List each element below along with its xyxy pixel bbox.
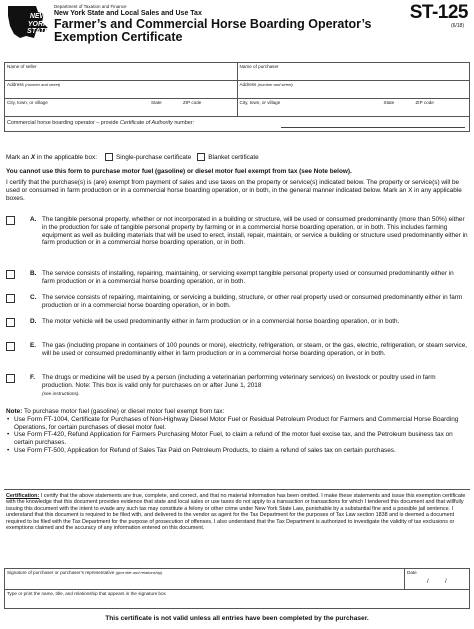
printed-name-row — [5, 590, 469, 608]
date-field[interactable] — [405, 569, 469, 589]
address-table — [4, 62, 470, 132]
form-subtitle: New York State and Local Sales and Use Tax — [54, 10, 202, 17]
purchaser-name-field[interactable] — [238, 63, 470, 80]
seller-address-label: Address — [7, 82, 24, 87]
purchaser-city-field[interactable] — [238, 99, 470, 116]
printed-name-label: Type or print the name, title, and relationship that appears in the signature box — [7, 591, 166, 596]
item-f-instructions: (see instructions). — [42, 391, 80, 397]
item-f-letter: F. — [30, 374, 35, 381]
certificate-authority-row[interactable] — [5, 117, 469, 131]
mark-suffix: in the applicable box: — [36, 153, 97, 161]
purchaser-address-label: Address — [239, 82, 257, 87]
item-c-checkbox[interactable] — [6, 294, 15, 303]
note-bullet-ft1004: • Use Form FT-1004, Certificate for Purchases of Non-Highway Diesel Motor Fuel or Residual Petroleum Product for Farmers and Commercial Horse Boarding Operations, for certain purchases of diesel motor fuel. — [6, 416, 468, 432]
signature-label: Signature of purchaser or purchaser’s representative — [7, 570, 115, 575]
item-e-letter: E. — [30, 342, 37, 349]
single-purchase-checkbox[interactable] — [105, 153, 113, 161]
item-e-text: The gas (including propane in containers of 100 pounds or more), electricity, refrigeration, or steam, or the gas, electric, refrigeration, or steam service, will be used or consumed predominantly either in farm production or in a commercial horse boarding operation, or in both. — [42, 342, 468, 357]
department-name: Department of Taxation and Finance — [54, 4, 127, 9]
printed-name-field[interactable] — [5, 590, 469, 608]
revision-date: (6/18) — [450, 23, 464, 29]
motor-fuel-note — [6, 408, 468, 455]
note-bullet-ft420: • Use Form FT-420, Refund Application for Farmers Purchasing Motor Fuel, to claim a refund of the motor fuel excise tax, and the Petroleum business tax on certain purchases. — [6, 431, 468, 447]
logo-text: NEW YORK STATE — [27, 13, 49, 35]
item-c-letter: C. — [30, 294, 37, 301]
item-e-checkbox[interactable] — [6, 342, 15, 351]
certificate-authority-field[interactable] — [5, 117, 469, 131]
section-divider — [4, 489, 470, 490]
single-purchase-label: Single-purchase certificate — [115, 153, 192, 161]
item-a-text: The tangible personal property, whether or not incorporated in a building or structure, will be used or consumed predominantly (more than 50%) either in the production for sale of tangible personal property by farming or in a commercial horse boarding operation, or in both. This includes farming equipment as well as building materials that will be used to erect, install, repair, maintain, or service a building or structure used predominantly either in farm production or in a commercial horse boarding operation, or in both. — [42, 216, 468, 247]
city-row — [5, 99, 469, 117]
form-number: ST-125 — [409, 2, 468, 23]
purchaser-zip-label: ZIP code — [415, 100, 434, 105]
item-b-text: The service consists of installing, repairing, maintaining, or servicing exempt tangible personal property used or consumed predominantly either in farm production or in a commercial horse boarding operation, or in both. — [42, 270, 454, 285]
certificate-type-line — [6, 153, 259, 161]
cert-authority-line — [281, 127, 465, 128]
item-a-letter: A. — [30, 216, 37, 223]
note-bullets — [6, 416, 468, 455]
name-row — [5, 63, 469, 81]
validity-footer: This certificate is not valid unless all entries have been completed by the purchaser. — [105, 615, 369, 622]
date-slash-2: / — [445, 579, 447, 585]
note-bullet-ft500: • Use Form FT-500, Application for Refund of Sales Tax Paid on Petroleum Products, to claim a refund of sales tax on certain purchases. — [6, 447, 468, 455]
seller-state-label: State — [151, 100, 162, 105]
cert-authority-italic: Certificate of Authority — [119, 120, 173, 126]
cert-authority-label: Commercial horse boarding operator – provide — [7, 120, 119, 126]
blanket-label: Blanket certificate — [208, 153, 259, 161]
note-heading: Note: — [6, 408, 23, 415]
date-label: Date — [407, 570, 417, 575]
item-d-letter: D. — [30, 318, 37, 325]
item-f-text: The drugs or medicine will be used by a person (including a veterinarian performing veterinary services) on livestock or poultry used in farm production. Note: This box is valid only for purchases on or after June 1, 2018 — [42, 374, 436, 389]
blanket-checkbox[interactable] — [197, 153, 205, 161]
item-b-letter: B. — [30, 270, 37, 277]
purchaser-name-label: Name of purchaser — [239, 64, 279, 69]
note-lead: To purchase motor fuel (gasoline) or diesel motor fuel exempt from tax: — [24, 408, 225, 415]
form-title: Farmer’s and Commercial Horse Boarding Operator’s Exemption Certificate — [54, 17, 372, 44]
item-f-checkbox[interactable] — [6, 374, 15, 383]
seller-name-field[interactable] — [5, 63, 238, 80]
signature-hint: (give title and relationship) — [115, 570, 163, 575]
certification-heading: Certification: — [6, 493, 40, 499]
seller-address-hint: (number and street) — [25, 82, 61, 87]
item-a-checkbox[interactable] — [6, 216, 15, 225]
purchaser-address-field[interactable] — [238, 81, 470, 98]
seller-name-label: Name of seller — [7, 64, 37, 69]
purchaser-address-hint: (number and street) — [257, 82, 293, 87]
intro-paragraph: I certify that the purchase(s) is (are) exempt from payment of sales and use taxes on the property or service(s) indicated below. The property or service(s) will be used or consumed in farm production or in a commercial horse boarding operation, or in both, in the general manner indicated below. Mark an X in any applicable boxes. — [6, 179, 462, 202]
street-row — [5, 81, 469, 99]
item-b-checkbox[interactable] — [6, 270, 15, 279]
signature-row — [5, 569, 469, 590]
seller-city-field[interactable] — [5, 99, 238, 116]
mark-prefix: Mark an — [6, 153, 30, 161]
certification-text: I certify that the above statements are true, complete, and correct, and that no material information has been omitted. I make these statements and issue this exemption certificate with the knowledge that this document provides evidence that state and local sales or use taxes do not apply to a transaction or transactions for which I tendered this document and that willfully issuing this document with the intent to evade any such tax may constitute a felony or other crime under New York State Law, punishable by a substantial fine and a possible jail sentence. I understand that this document is required to be filed with, and delivered to the vendor as agent for the Tax Department for the purposes of Tax Law section 1838 and is deemed a document required to be filed with the Tax Department for the purpose of prosecution of offenses. I also understand that the Tax Department is authorized to investigate the validity of tax exclusions or exemptions claimed and the accuracy of any information entered on this document. — [6, 493, 466, 532]
signature-table — [4, 568, 470, 609]
signature-field[interactable] — [5, 569, 405, 589]
certification-statement — [6, 493, 468, 531]
item-d-text: The motor vehicle will be used predominantly either in farm production or in a commercial horse boarding operation, or in both. — [42, 318, 400, 325]
item-d-checkbox[interactable] — [6, 318, 15, 327]
date-slash-1: / — [427, 579, 429, 585]
mark-x: X — [30, 153, 36, 161]
nys-logo — [6, 4, 50, 40]
seller-city-label: City, town, or village — [7, 100, 48, 105]
cert-authority-suffix: number: — [174, 120, 195, 126]
seller-address-field[interactable] — [5, 81, 238, 98]
purchaser-city-label: City, town, or village — [239, 100, 281, 105]
purchaser-state-label: State — [383, 100, 395, 105]
item-c-text: The service consists of repairing, maintaining, or servicing a building, structure, or other real property used or consumed predominantly either in farm production or in a commercial horse boarding operation, or in both. — [42, 294, 463, 309]
motor-fuel-warning: You cannot use this form to purchase motor fuel (gasoline) or diesel motor fuel exempt from tax (see Note below). — [6, 168, 352, 175]
seller-zip-label: ZIP code — [183, 100, 202, 105]
